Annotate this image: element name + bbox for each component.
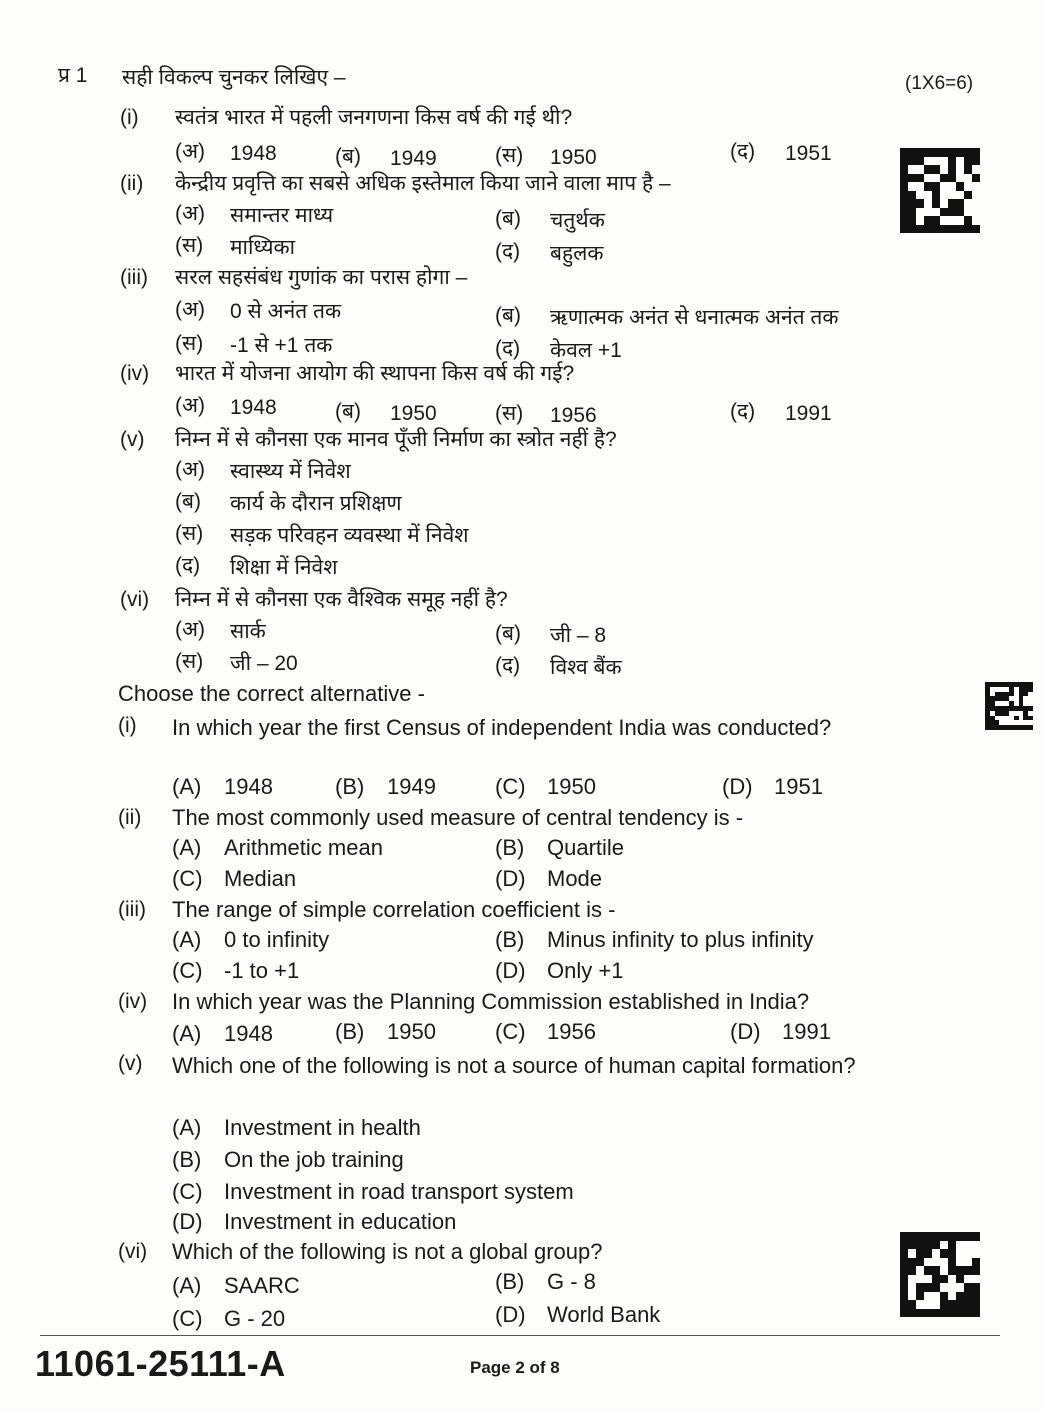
option-text-english: Mode bbox=[547, 866, 603, 891]
option-text-english: G - 8 bbox=[547, 1269, 596, 1294]
question-number-hindi: (vi) bbox=[120, 588, 150, 611]
option-label-english: (D) bbox=[495, 958, 526, 983]
option-label-hindi: (स) bbox=[495, 402, 524, 425]
option-label-english: (D) bbox=[495, 866, 526, 891]
option-label-hindi: (ब) bbox=[175, 490, 201, 513]
option-text-hindi: 1950 bbox=[550, 146, 597, 169]
option-label-english: (A) bbox=[172, 1273, 202, 1298]
option-label-english: (D) bbox=[495, 1302, 526, 1327]
question-text-english: Which of the following is not a global group? bbox=[172, 1239, 603, 1264]
option-label-hindi: (ब) bbox=[335, 400, 361, 423]
option-label-english: (C) bbox=[495, 1019, 526, 1044]
option-label-hindi: (द) bbox=[730, 140, 756, 163]
qr-code-icon bbox=[985, 682, 1033, 730]
option-text-hindi: माध्यिका bbox=[230, 236, 296, 259]
option-text-english: 1950 bbox=[547, 774, 596, 799]
option-text-english: Minus infinity to plus infinity bbox=[547, 927, 814, 952]
option-text-hindi: सड़क परिवहन व्यवस्था में निवेश bbox=[230, 524, 469, 547]
option-label-hindi: (द) bbox=[175, 554, 201, 577]
question-text-hindi: निम्न में से कौनसा एक मानव पूँजी निर्माण का स्त्रोत नहीं है? bbox=[175, 428, 617, 451]
option-label-hindi: (अ) bbox=[175, 618, 206, 641]
question-number-hindi: (v) bbox=[120, 428, 145, 451]
option-label-hindi: (ब) bbox=[495, 622, 521, 645]
marks-allocation: (1X6=6) bbox=[905, 73, 974, 94]
option-text-hindi: 1949 bbox=[390, 147, 437, 170]
option-label-hindi: (अ) bbox=[175, 202, 206, 225]
option-text-hindi: चतुर्थक bbox=[550, 209, 605, 232]
option-label-hindi: (स) bbox=[495, 144, 524, 167]
question-text-english: The range of simple correlation coefficient is - bbox=[172, 897, 616, 922]
option-label-english: (C) bbox=[172, 958, 203, 983]
option-label-english: (A) bbox=[172, 1021, 202, 1046]
option-label-english: (A) bbox=[172, 835, 202, 860]
option-label-hindi: (अ) bbox=[175, 394, 206, 417]
question-number-english: (v) bbox=[118, 1052, 143, 1075]
question-number-english: (ii) bbox=[118, 806, 142, 829]
option-text-hindi: 1948 bbox=[230, 396, 277, 419]
option-text-hindi: 0 से अनंत तक bbox=[230, 300, 342, 323]
option-label-english: (C) bbox=[172, 866, 203, 891]
option-label-hindi: (अ) bbox=[175, 140, 206, 163]
question-number-english: (vi) bbox=[118, 1240, 148, 1263]
option-label-hindi: (ब) bbox=[495, 304, 521, 327]
option-text-english: Quartile bbox=[547, 835, 625, 860]
option-text-english: G - 20 bbox=[224, 1306, 286, 1331]
data-matrix-code-icon bbox=[900, 148, 980, 233]
option-text-english: On the job training bbox=[224, 1147, 404, 1172]
option-text-hindi: 1991 bbox=[785, 402, 832, 425]
option-label-english: (A) bbox=[172, 927, 202, 952]
option-label-hindi: (ब) bbox=[495, 207, 521, 230]
question-text-hindi: सरल सहसंबंध गुणांक का परास होगा – bbox=[175, 266, 468, 289]
option-label-english: (A) bbox=[172, 1115, 202, 1140]
option-text-hindi: स्वास्थ्य में निवेश bbox=[230, 460, 351, 483]
option-text-english: 1956 bbox=[547, 1019, 596, 1044]
question-number-hindi: (ii) bbox=[120, 172, 144, 195]
option-label-english: (D) bbox=[730, 1019, 761, 1044]
option-label-hindi: (ब) bbox=[335, 145, 361, 168]
option-text-english: 1948 bbox=[224, 1021, 273, 1046]
option-text-english: Investment in education bbox=[224, 1209, 457, 1234]
footer-divider bbox=[40, 1335, 1000, 1336]
option-text-hindi: जी – 8 bbox=[550, 624, 607, 647]
question-text-hindi: निम्न में से कौनसा एक वैश्विक समूह नहीं है? bbox=[175, 588, 508, 611]
option-text-english: 0 to infinity bbox=[224, 927, 330, 952]
option-label-english: (D) bbox=[172, 1209, 203, 1234]
option-text-hindi: कार्य के दौरान प्रशिक्षण bbox=[230, 492, 402, 515]
question-text-hindi: स्वतंत्र भारत में पहली जनगणना किस वर्ष की गई थी? bbox=[175, 106, 573, 129]
option-label-hindi: (स) bbox=[175, 234, 204, 257]
option-label-english: (B) bbox=[495, 1269, 525, 1294]
option-text-english: Arithmetic mean bbox=[224, 835, 383, 860]
option-label-hindi: (द) bbox=[495, 240, 521, 263]
option-text-english: Only +1 bbox=[547, 958, 624, 983]
option-text-english: 1948 bbox=[224, 774, 273, 799]
option-text-english: SAARC bbox=[224, 1273, 300, 1298]
option-text-english: 1991 bbox=[782, 1019, 831, 1044]
option-text-hindi: केवल +1 bbox=[550, 339, 622, 362]
option-label-hindi: (स) bbox=[175, 650, 204, 673]
option-label-hindi: (द) bbox=[730, 400, 756, 423]
option-label-hindi: (स) bbox=[175, 522, 204, 545]
question-text-english: In which year the first Census of independent India was conducted? bbox=[172, 715, 832, 740]
option-text-hindi: समान्तर माध्य bbox=[230, 204, 334, 227]
option-text-hindi: बहुलक bbox=[550, 242, 604, 265]
option-label-english: (A) bbox=[172, 774, 202, 799]
option-label-english: (B) bbox=[335, 774, 365, 799]
option-text-hindi: सार्क bbox=[230, 620, 266, 643]
option-label-english: (B) bbox=[172, 1147, 202, 1172]
question-text-hindi: केन्द्रीय प्रवृत्ति का सबसे अधिक इस्तेमाल किया जाने वाला माप है – bbox=[175, 172, 671, 195]
option-label-hindi: (स) bbox=[175, 332, 204, 355]
option-label-english: (B) bbox=[335, 1019, 365, 1044]
section-title-hindi: सही विकल्प चुनकर लिखिए – bbox=[122, 66, 346, 89]
option-label-english: (D) bbox=[722, 774, 753, 799]
question-number-hindi: (iii) bbox=[120, 266, 148, 289]
question-number-hindi: (iv) bbox=[120, 362, 150, 385]
option-label-english: (C) bbox=[172, 1179, 203, 1204]
paper-code: 11061-25111-A bbox=[35, 1343, 286, 1384]
question-number-english: (iv) bbox=[118, 990, 148, 1013]
page-number: Page 2 of 8 bbox=[470, 1358, 560, 1377]
option-label-hindi: (द) bbox=[495, 654, 521, 677]
option-label-english: (C) bbox=[172, 1306, 203, 1331]
option-text-hindi: विश्व बैंक bbox=[550, 656, 622, 679]
option-label-hindi: (द) bbox=[495, 337, 521, 360]
question-text-hindi: भारत में योजना आयोग की स्थापना किस वर्ष की गई? bbox=[175, 362, 575, 385]
option-text-english: -1 to +1 bbox=[224, 958, 300, 983]
option-text-hindi: 1956 bbox=[550, 404, 597, 427]
question-number: प्र 1 bbox=[58, 64, 88, 87]
option-text-english: 1949 bbox=[387, 774, 436, 799]
question-number-english: (iii) bbox=[118, 898, 146, 921]
option-label-english: (C) bbox=[495, 774, 526, 799]
data-matrix-code-icon bbox=[900, 1232, 980, 1317]
question-text-english: In which year was the Planning Commission established in India? bbox=[172, 989, 810, 1014]
option-text-hindi: शिक्षा में निवेश bbox=[230, 556, 338, 579]
option-text-english: World Bank bbox=[547, 1302, 661, 1327]
option-text-hindi: जी – 20 bbox=[230, 652, 298, 675]
option-text-hindi: ऋणात्मक अनंत से धनात्मक अनंत तक bbox=[550, 306, 839, 329]
option-text-english: Investment in health bbox=[224, 1115, 421, 1140]
option-text-hindi: 1948 bbox=[230, 142, 277, 165]
question-number-english: (i) bbox=[118, 714, 137, 737]
option-text-english: Median bbox=[224, 866, 297, 891]
question-text-english: Which one of the following is not a source of human capital formation? bbox=[172, 1053, 856, 1078]
option-text-hindi: -1 से +1 तक bbox=[230, 334, 333, 357]
question-text-english: The most commonly used measure of central tendency is - bbox=[172, 805, 744, 830]
option-label-hindi: (अ) bbox=[175, 458, 206, 481]
option-text-hindi: 1950 bbox=[390, 402, 437, 425]
option-text-hindi: 1951 bbox=[785, 142, 832, 165]
option-text-english: 1951 bbox=[774, 774, 823, 799]
option-text-english: Investment in road transport system bbox=[224, 1179, 574, 1204]
section-heading-english: Choose the correct alternative - bbox=[118, 681, 425, 706]
question-number-hindi: (i) bbox=[120, 106, 139, 129]
option-label-english: (B) bbox=[495, 835, 525, 860]
option-label-hindi: (अ) bbox=[175, 298, 206, 321]
option-label-english: (B) bbox=[495, 927, 525, 952]
option-text-english: 1950 bbox=[387, 1019, 436, 1044]
